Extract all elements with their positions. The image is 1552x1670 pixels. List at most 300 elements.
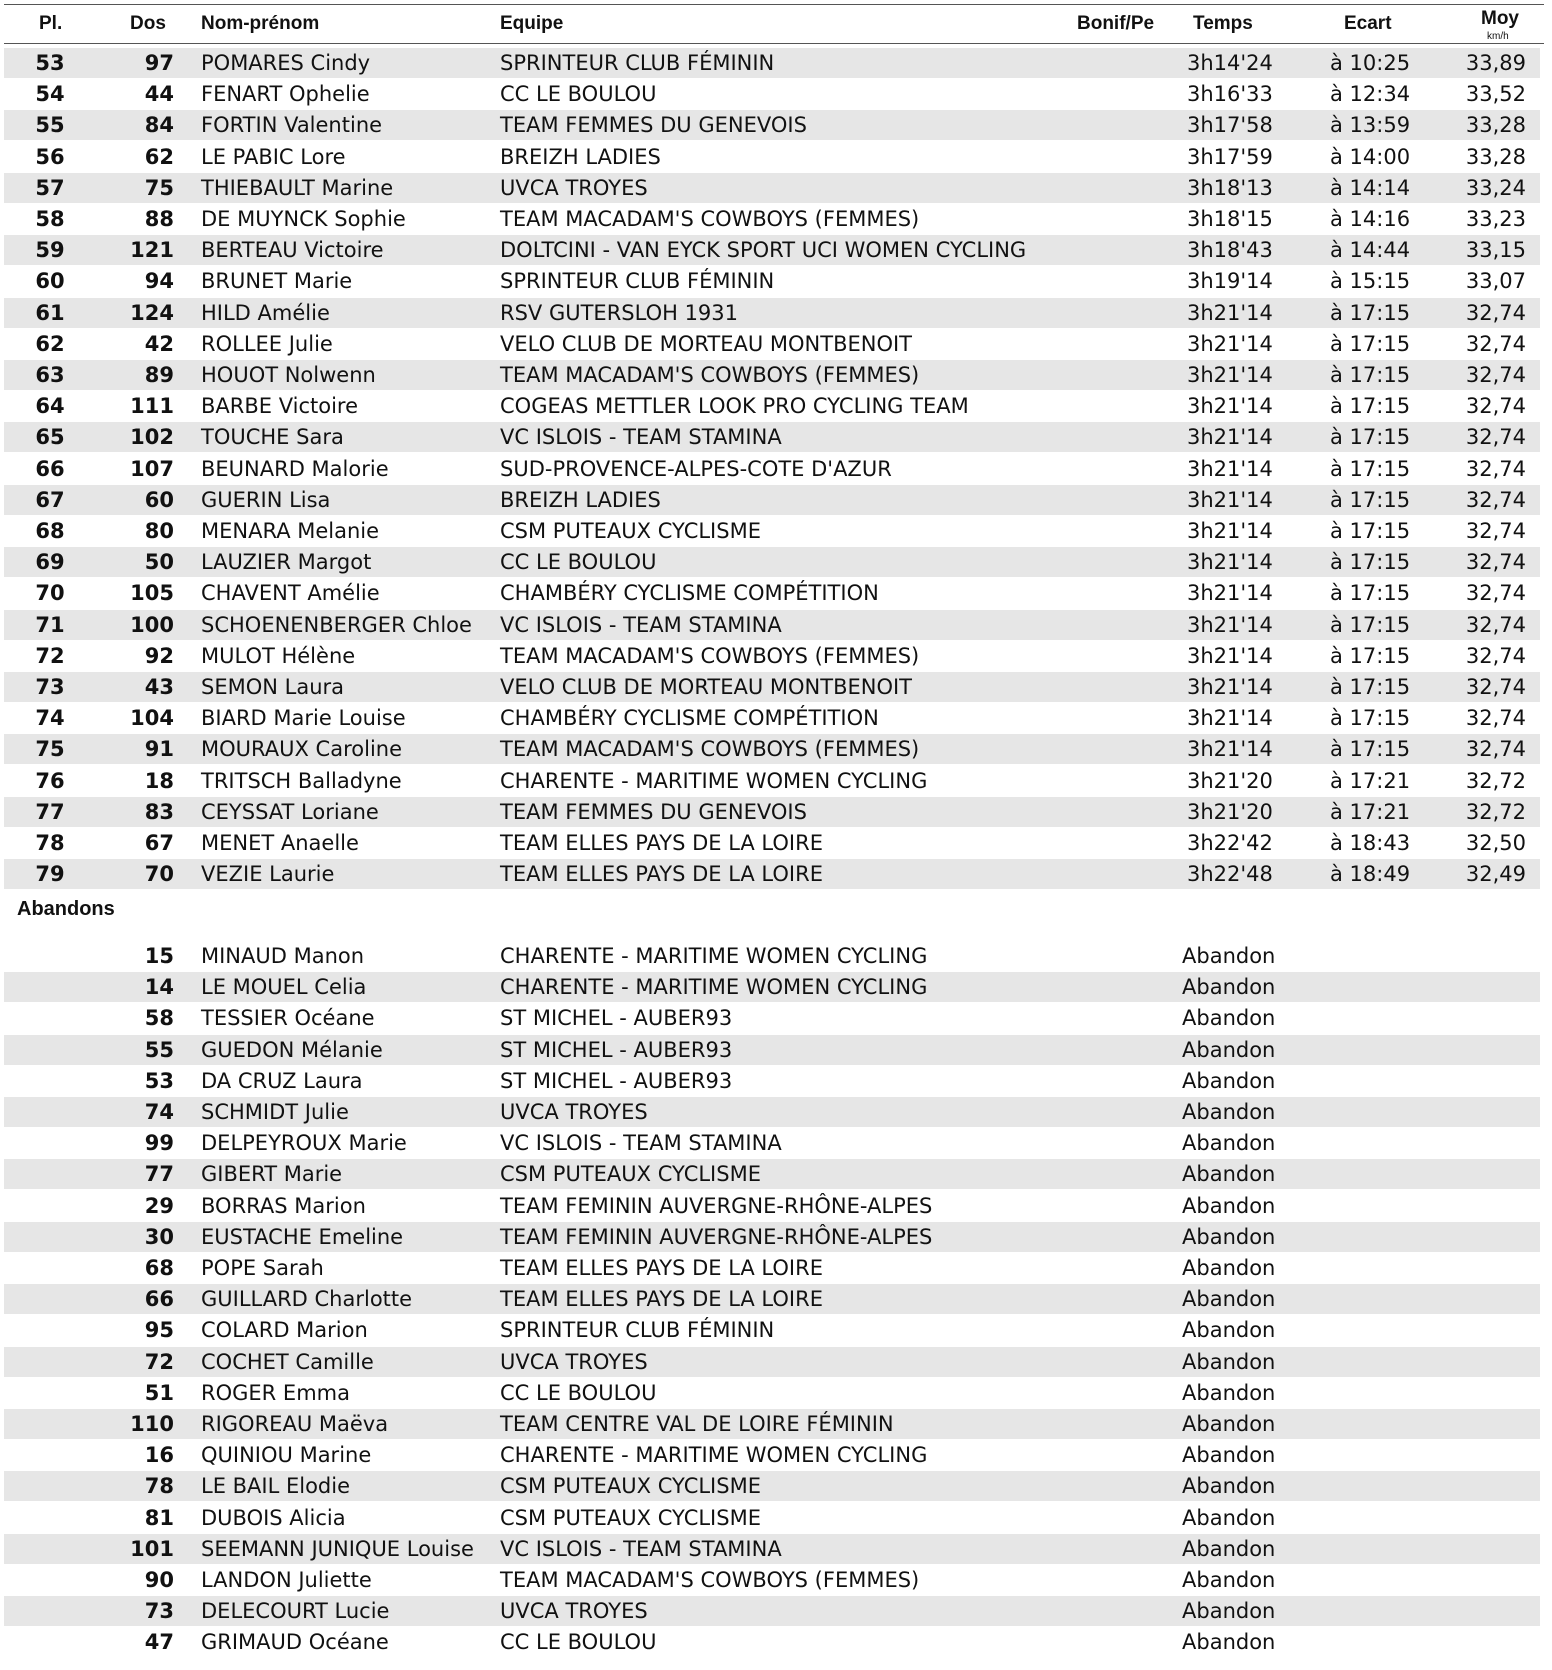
- average-cell: 32,74: [1465, 331, 1526, 356]
- bib-cell: 15: [144, 944, 174, 968]
- gap-cell: à 17:15: [1330, 737, 1411, 762]
- place-cell: 77: [35, 799, 65, 824]
- team-cell: VC ISLOIS - TEAM STAMINA: [500, 612, 782, 637]
- bib-cell: 73: [144, 1599, 174, 1624]
- team-cell: CC LE BOULOU: [500, 1630, 657, 1655]
- place-cell: 64: [35, 394, 65, 419]
- average-cell: 32,74: [1465, 363, 1526, 387]
- average-cell: 32,50: [1465, 831, 1526, 855]
- place-cell: 79: [35, 862, 65, 887]
- place-cell: 58: [35, 207, 65, 231]
- bib-cell: 14: [144, 975, 174, 1000]
- gap-cell: à 14:00: [1330, 144, 1411, 169]
- average-cell: 32,74: [1465, 675, 1526, 699]
- bib-cell: 75: [144, 175, 174, 200]
- list-item: [4, 941, 1540, 971]
- table-row: [4, 298, 1540, 328]
- bib-cell: 84: [144, 113, 174, 138]
- place-cell: 69: [35, 550, 65, 575]
- gap-cell: à 12:34: [1330, 82, 1411, 107]
- name-cell: LANDON Juliette: [201, 1568, 372, 1592]
- place-cell: 73: [35, 675, 65, 699]
- table-row: [4, 79, 1540, 109]
- bib-cell: 101: [130, 1536, 174, 1561]
- bib-cell: 62: [144, 144, 174, 169]
- team-cell: TEAM ELLES PAYS DE LA LOIRE: [500, 1256, 823, 1280]
- bib-cell: 97: [144, 51, 174, 75]
- team-cell: BREIZH LADIES: [500, 487, 661, 512]
- time-cell: 3h19'14: [1187, 269, 1273, 294]
- bib-cell: 111: [130, 394, 174, 419]
- team-cell: TEAM ELLES PAYS DE LA LOIRE: [500, 831, 823, 855]
- place-cell: 67: [35, 487, 65, 512]
- header-time: Temps: [1193, 13, 1253, 34]
- table-row: [4, 422, 1540, 452]
- table-row: [4, 391, 1540, 421]
- average-cell: 33,28: [1465, 144, 1526, 169]
- name-cell: DA CRUZ Laura: [201, 1068, 363, 1093]
- bib-cell: 47: [144, 1630, 174, 1655]
- table-row: [4, 48, 1540, 78]
- gap-cell: à 17:21: [1330, 799, 1411, 824]
- list-item: [4, 1503, 1540, 1533]
- list-item: [4, 1066, 1540, 1096]
- team-cell: CSM PUTEAUX CYCLISME: [500, 519, 761, 543]
- average-cell: 32,72: [1465, 768, 1526, 793]
- gap-cell: à 17:15: [1330, 300, 1411, 325]
- average-cell: 32,74: [1465, 300, 1526, 325]
- table-row: [4, 610, 1540, 640]
- table-row: [4, 859, 1540, 889]
- gap-cell: à 17:15: [1330, 643, 1411, 668]
- time-cell: 3h16'33: [1187, 82, 1273, 107]
- name-cell: TOUCHE Sara: [201, 425, 344, 450]
- name-cell: COLARD Marion: [201, 1318, 368, 1343]
- status-cell: Abandon: [1182, 1162, 1276, 1187]
- time-cell: 3h21'14: [1187, 300, 1273, 325]
- gap-cell: à 17:15: [1330, 519, 1411, 543]
- header-place: Pl.: [39, 13, 63, 34]
- name-cell: DELPEYROUX Marie: [201, 1131, 407, 1156]
- status-cell: Abandon: [1182, 1443, 1276, 1468]
- name-cell: SEEMANN JUNIQUE Louise: [201, 1536, 474, 1561]
- name-cell: GRIMAUD Océane: [201, 1630, 389, 1655]
- bib-cell: 67: [144, 831, 174, 855]
- header-average-unit: km/h: [1487, 31, 1509, 42]
- bib-cell: 74: [144, 1100, 174, 1124]
- team-cell: CHARENTE - MARITIME WOMEN CYCLING: [500, 768, 928, 793]
- list-item: [4, 1159, 1540, 1189]
- time-cell: 3h21'14: [1187, 331, 1273, 356]
- time-cell: 3h21'14: [1187, 394, 1273, 419]
- gap-cell: à 17:15: [1330, 675, 1411, 699]
- average-cell: 32,72: [1465, 799, 1526, 824]
- gap-cell: à 17:15: [1330, 487, 1411, 512]
- table-row: [4, 360, 1540, 390]
- team-cell: UVCA TROYES: [500, 1349, 648, 1374]
- average-cell: 32,74: [1465, 581, 1526, 606]
- average-cell: 33,23: [1465, 207, 1526, 231]
- bib-cell: 16: [144, 1443, 174, 1468]
- bib-cell: 77: [144, 1162, 174, 1187]
- status-cell: Abandon: [1182, 1131, 1276, 1156]
- bib-cell: 78: [144, 1474, 174, 1499]
- bib-cell: 104: [130, 706, 174, 731]
- gap-cell: à 17:15: [1330, 581, 1411, 606]
- average-cell: 32,74: [1465, 643, 1526, 668]
- list-item: [4, 1315, 1540, 1345]
- status-cell: Abandon: [1182, 1505, 1276, 1530]
- table-row: [4, 204, 1540, 234]
- team-cell: SPRINTEUR CLUB FÉMININ: [500, 269, 775, 294]
- average-cell: 32,74: [1465, 706, 1526, 731]
- status-cell: Abandon: [1182, 1256, 1276, 1280]
- gap-cell: à 17:15: [1330, 425, 1411, 450]
- bib-cell: 110: [130, 1412, 174, 1436]
- table-row: [4, 516, 1540, 546]
- bib-cell: 60: [144, 487, 174, 512]
- table-row: [4, 703, 1540, 733]
- bib-cell: 58: [144, 1006, 174, 1031]
- bib-cell: 66: [144, 1287, 174, 1312]
- status-cell: Abandon: [1182, 975, 1276, 1000]
- gap-cell: à 13:59: [1330, 113, 1411, 138]
- team-cell: TEAM FEMMES DU GENEVOIS: [500, 799, 807, 824]
- team-cell: COGEAS METTLER LOOK PRO CYCLING TEAM: [500, 394, 969, 419]
- bib-cell: 43: [144, 675, 174, 699]
- name-cell: VEZIE Laurie: [201, 862, 335, 887]
- status-cell: Abandon: [1182, 1224, 1276, 1249]
- name-cell: FENART Ophelie: [201, 82, 370, 107]
- team-cell: CHAMBÉRY CYCLISME COMPÉTITION: [500, 581, 879, 606]
- average-cell: 32,74: [1465, 550, 1526, 575]
- name-cell: GUILLARD Charlotte: [201, 1287, 413, 1312]
- status-cell: Abandon: [1182, 1536, 1276, 1561]
- average-cell: 32,74: [1465, 519, 1526, 543]
- name-cell: DUBOIS Alicia: [201, 1505, 346, 1530]
- team-cell: CHARENTE - MARITIME WOMEN CYCLING: [500, 944, 928, 968]
- name-cell: POMARES Cindy: [201, 51, 371, 75]
- gap-cell: à 17:21: [1330, 768, 1411, 793]
- table-row: [4, 142, 1540, 172]
- bib-cell: 55: [144, 1037, 174, 1062]
- average-cell: 33,89: [1465, 51, 1526, 75]
- header-team: Equipe: [500, 13, 564, 34]
- name-cell: LE PABIC Lore: [201, 144, 346, 169]
- name-cell: BEUNARD Malorie: [201, 456, 389, 481]
- average-cell: 32,74: [1465, 612, 1526, 637]
- team-cell: VC ISLOIS - TEAM STAMINA: [500, 1131, 782, 1156]
- team-cell: TEAM ELLES PAYS DE LA LOIRE: [500, 862, 823, 887]
- team-cell: VC ISLOIS - TEAM STAMINA: [500, 1536, 782, 1561]
- status-cell: Abandon: [1182, 1287, 1276, 1312]
- table-row: [4, 766, 1540, 796]
- place-cell: 54: [35, 82, 65, 107]
- table-row: [4, 235, 1540, 265]
- average-cell: 33,15: [1465, 238, 1526, 263]
- table-header: [4, 4, 1544, 44]
- bib-cell: 30: [144, 1224, 174, 1249]
- average-cell: 32,74: [1465, 737, 1526, 762]
- team-cell: UVCA TROYES: [500, 1100, 648, 1124]
- name-cell: BARBE Victoire: [201, 394, 359, 419]
- place-cell: 78: [35, 831, 65, 855]
- name-cell: MENARA Melanie: [201, 519, 380, 543]
- list-item: [4, 972, 1540, 1002]
- place-cell: 71: [35, 612, 65, 637]
- team-cell: TEAM MACADAM'S COWBOYS (FEMMES): [500, 737, 920, 762]
- time-cell: 3h22'48: [1187, 862, 1273, 887]
- header-bib: Dos: [130, 13, 166, 34]
- place-cell: 68: [35, 519, 65, 543]
- gap-cell: à 17:15: [1330, 394, 1411, 419]
- team-cell: CC LE BOULOU: [500, 82, 657, 107]
- time-cell: 3h21'14: [1187, 487, 1273, 512]
- team-cell: TEAM CENTRE VAL DE LOIRE FÉMININ: [500, 1412, 894, 1436]
- name-cell: DE MUYNCK Sophie: [201, 207, 406, 231]
- time-cell: 3h21'14: [1187, 550, 1273, 575]
- table-row: [4, 173, 1540, 203]
- table-row: [4, 485, 1540, 515]
- time-cell: 3h17'58: [1187, 113, 1273, 138]
- team-cell: SPRINTEUR CLUB FÉMININ: [500, 51, 775, 75]
- table-row: [4, 797, 1540, 827]
- list-item: [4, 1347, 1540, 1377]
- place-cell: 60: [35, 269, 65, 294]
- team-cell: SUD-PROVENCE-ALPES-COTE D'AZUR: [500, 456, 892, 481]
- team-cell: TEAM FEMININ AUVERGNE-RHÔNE-ALPES: [500, 1224, 933, 1249]
- name-cell: LE MOUEL Celia: [201, 975, 367, 1000]
- list-item: [4, 1565, 1540, 1595]
- gap-cell: à 14:14: [1330, 175, 1411, 200]
- bib-cell: 51: [144, 1380, 174, 1405]
- place-cell: 57: [35, 175, 65, 200]
- time-cell: 3h18'15: [1187, 207, 1273, 231]
- status-cell: Abandon: [1182, 1599, 1276, 1624]
- list-item: [4, 1222, 1540, 1252]
- bib-cell: 121: [130, 238, 174, 263]
- name-cell: POPE Sarah: [201, 1256, 324, 1280]
- list-item: [4, 1378, 1540, 1408]
- bib-cell: 124: [130, 300, 174, 325]
- place-cell: 59: [35, 238, 65, 263]
- place-cell: 61: [35, 300, 65, 325]
- place-cell: 65: [35, 425, 65, 450]
- name-cell: ROGER Emma: [201, 1380, 350, 1405]
- place-cell: 74: [35, 706, 65, 731]
- average-cell: 32,74: [1465, 456, 1526, 481]
- table-row: [4, 329, 1540, 359]
- name-cell: DELECOURT Lucie: [201, 1599, 390, 1624]
- list-item: [4, 1440, 1540, 1470]
- status-cell: Abandon: [1182, 1630, 1276, 1655]
- bib-cell: 72: [144, 1349, 174, 1374]
- team-cell: RSV GUTERSLOH 1931: [500, 300, 739, 325]
- status-cell: Abandon: [1182, 1412, 1276, 1436]
- status-cell: Abandon: [1182, 1068, 1276, 1093]
- gap-cell: à 10:25: [1330, 51, 1411, 75]
- list-item: [4, 1035, 1540, 1065]
- gap-cell: à 15:15: [1330, 269, 1411, 294]
- team-cell: VELO CLUB DE MORTEAU MONTBENOIT: [500, 675, 913, 699]
- bib-cell: 88: [144, 207, 174, 231]
- name-cell: ROLLEE Julie: [201, 331, 333, 356]
- team-cell: CSM PUTEAUX CYCLISME: [500, 1474, 761, 1499]
- status-cell: Abandon: [1182, 1193, 1276, 1218]
- gap-cell: à 14:44: [1330, 238, 1411, 263]
- list-item: [4, 1097, 1540, 1127]
- list-item: [4, 1409, 1540, 1439]
- status-cell: Abandon: [1182, 944, 1276, 968]
- name-cell: THIEBAULT Marine: [201, 175, 394, 200]
- name-cell: SCHMIDT Julie: [201, 1100, 349, 1124]
- time-cell: 3h22'42: [1187, 831, 1273, 855]
- table-row: [4, 110, 1540, 140]
- place-cell: 75: [35, 737, 65, 762]
- bib-cell: 42: [144, 331, 174, 356]
- name-cell: MULOT Hélène: [201, 643, 356, 668]
- team-cell: CSM PUTEAUX CYCLISME: [500, 1162, 761, 1187]
- gap-cell: à 14:16: [1330, 207, 1411, 231]
- time-cell: 3h18'43: [1187, 238, 1273, 263]
- header-bonus: Bonif/Pe: [1077, 13, 1155, 34]
- team-cell: ST MICHEL - AUBER93: [500, 1037, 733, 1062]
- header-average: Moy: [1481, 8, 1519, 29]
- time-cell: 3h17'59: [1187, 144, 1273, 169]
- gap-cell: à 17:15: [1330, 331, 1411, 356]
- bib-cell: 92: [144, 643, 174, 668]
- time-cell: 3h21'14: [1187, 425, 1273, 450]
- list-item: [4, 1471, 1540, 1501]
- place-cell: 63: [35, 363, 65, 387]
- time-cell: 3h21'20: [1187, 799, 1273, 824]
- name-cell: RIGOREAU Maëva: [201, 1412, 389, 1436]
- bib-cell: 94: [144, 269, 174, 294]
- bib-cell: 102: [130, 425, 174, 450]
- table-row: [4, 672, 1540, 702]
- bib-cell: 90: [144, 1568, 174, 1592]
- table-row: [4, 578, 1540, 608]
- team-cell: TEAM MACADAM'S COWBOYS (FEMMES): [500, 363, 920, 387]
- team-cell: CHAMBÉRY CYCLISME COMPÉTITION: [500, 706, 879, 731]
- bib-cell: 91: [144, 737, 174, 762]
- table-row: [4, 641, 1540, 671]
- gap-cell: à 17:15: [1330, 456, 1411, 481]
- team-cell: CC LE BOULOU: [500, 1380, 657, 1405]
- status-cell: Abandon: [1182, 1006, 1276, 1031]
- bib-cell: 105: [130, 581, 174, 606]
- header-gap: Ecart: [1344, 13, 1392, 34]
- name-cell: TRITSCH Balladyne: [201, 768, 402, 793]
- list-item: [4, 1284, 1540, 1314]
- team-cell: VELO CLUB DE MORTEAU MONTBENOIT: [500, 331, 913, 356]
- list-item: [4, 1534, 1540, 1564]
- average-cell: 32,49: [1465, 862, 1526, 887]
- gap-cell: à 17:15: [1330, 706, 1411, 731]
- status-cell: Abandon: [1182, 1349, 1276, 1374]
- gap-cell: à 17:15: [1330, 612, 1411, 637]
- name-cell: SCHOENENBERGER Chloe: [201, 612, 472, 637]
- name-cell: HOUOT Nolwenn: [201, 363, 376, 387]
- team-cell: ST MICHEL - AUBER93: [500, 1006, 733, 1031]
- team-cell: TEAM MACADAM'S COWBOYS (FEMMES): [500, 207, 920, 231]
- time-cell: 3h21'14: [1187, 737, 1273, 762]
- team-cell: CC LE BOULOU: [500, 550, 657, 575]
- team-cell: BREIZH LADIES: [500, 144, 661, 169]
- name-cell: EUSTACHE Emeline: [201, 1224, 404, 1249]
- place-cell: 62: [35, 331, 65, 356]
- bib-cell: 95: [144, 1318, 174, 1343]
- bib-cell: 44: [144, 82, 174, 107]
- name-cell: CHAVENT Amélie: [201, 581, 380, 606]
- average-cell: 32,74: [1465, 394, 1526, 419]
- bib-cell: 50: [144, 550, 174, 575]
- table-row: [4, 828, 1540, 858]
- team-cell: TEAM MACADAM'S COWBOYS (FEMMES): [500, 643, 920, 668]
- table-row: [4, 547, 1540, 577]
- time-cell: 3h18'13: [1187, 175, 1273, 200]
- bib-cell: 29: [144, 1193, 174, 1218]
- name-cell: LE BAIL Elodie: [201, 1474, 351, 1499]
- team-cell: TEAM FEMININ AUVERGNE-RHÔNE-ALPES: [500, 1193, 933, 1218]
- team-cell: ST MICHEL - AUBER93: [500, 1068, 733, 1093]
- team-cell: TEAM ELLES PAYS DE LA LOIRE: [500, 1287, 823, 1312]
- status-cell: Abandon: [1182, 1100, 1276, 1124]
- gap-cell: à 18:49: [1330, 862, 1411, 887]
- name-cell: MOURAUX Caroline: [201, 737, 403, 762]
- status-cell: Abandon: [1182, 1037, 1276, 1062]
- place-cell: 72: [35, 643, 65, 668]
- average-cell: 32,74: [1465, 487, 1526, 512]
- team-cell: SPRINTEUR CLUB FÉMININ: [500, 1318, 775, 1343]
- table-row: [4, 454, 1540, 484]
- place-cell: 66: [35, 456, 65, 481]
- list-item: [4, 1128, 1540, 1158]
- name-cell: HILD Amélie: [201, 300, 330, 325]
- team-cell: UVCA TROYES: [500, 175, 648, 200]
- place-cell: 56: [35, 144, 65, 169]
- name-cell: GIBERT Marie: [201, 1162, 343, 1187]
- header-name: Nom-prénom: [201, 13, 320, 34]
- average-cell: 33,28: [1465, 113, 1526, 138]
- time-cell: 3h21'14: [1187, 675, 1273, 699]
- status-cell: Abandon: [1182, 1318, 1276, 1343]
- time-cell: 3h21'20: [1187, 768, 1273, 793]
- status-cell: Abandon: [1182, 1568, 1276, 1592]
- name-cell: TESSIER Océane: [201, 1006, 375, 1031]
- team-cell: UVCA TROYES: [500, 1599, 648, 1624]
- time-cell: 3h21'14: [1187, 612, 1273, 637]
- bib-cell: 89: [144, 363, 174, 387]
- name-cell: CEYSSAT Loriane: [201, 799, 379, 824]
- name-cell: SEMON Laura: [201, 675, 345, 699]
- place-cell: 76: [35, 768, 65, 793]
- gap-cell: à 18:43: [1330, 831, 1411, 855]
- list-item: [4, 1003, 1540, 1033]
- bib-cell: 18: [144, 768, 174, 793]
- bib-cell: 80: [144, 519, 174, 543]
- name-cell: MENET Anaelle: [201, 831, 359, 855]
- status-cell: Abandon: [1182, 1380, 1276, 1405]
- name-cell: BORRAS Marion: [201, 1193, 366, 1218]
- team-cell: TEAM MACADAM'S COWBOYS (FEMMES): [500, 1568, 920, 1592]
- list-item: [4, 1191, 1540, 1221]
- name-cell: FORTIN Valentine: [201, 113, 383, 138]
- gap-cell: à 17:15: [1330, 550, 1411, 575]
- name-cell: QUINIOU Marine: [201, 1443, 372, 1468]
- name-cell: LAUZIER Margot: [201, 550, 372, 575]
- average-cell: 33,07: [1465, 269, 1526, 294]
